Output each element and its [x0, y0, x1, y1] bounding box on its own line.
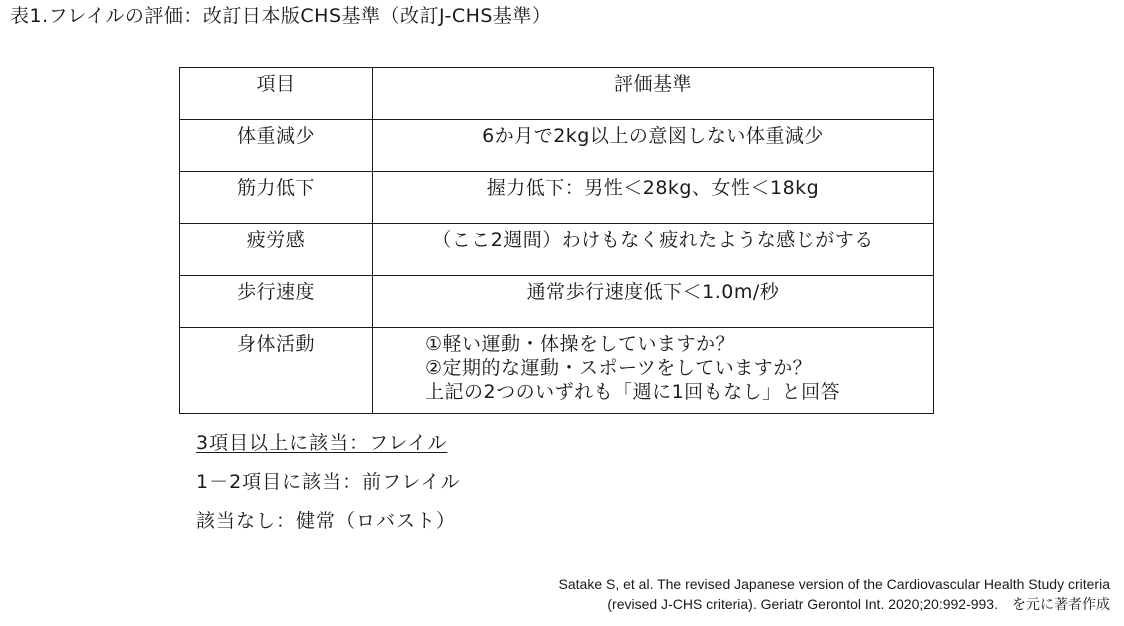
row-item-fatigue: 疲労感 [180, 224, 373, 276]
row-item-walking-speed: 歩行速度 [180, 276, 373, 328]
row-criteria-weight-loss: 6か月で2kg以上の意図しない体重減少 [373, 120, 934, 172]
header-criteria: 評価基準 [373, 68, 934, 120]
row-criteria-physical-activity [373, 328, 934, 414]
citation-line-2: (revised J-CHS criteria). Geriatr Gerontol Int. 2020;20:992-993. を元に著者作成 [607, 596, 1110, 612]
criteria-line: ②定期的な運動・スポーツをしていますか？ [425, 357, 813, 379]
frailty-criteria-table [179, 67, 934, 414]
table-row [180, 120, 934, 172]
table-row [180, 276, 934, 328]
table-row [180, 328, 934, 414]
row-item-weight-loss: 体重減少 [180, 120, 373, 172]
table-caption: 表1.フレイルの評価：改訂日本版CHS基準（改訂J-CHS基準） [10, 5, 552, 27]
criteria-line: ①軽い運動・体操をしていますか？ [425, 333, 736, 355]
table-row [180, 224, 934, 276]
table-row [180, 172, 934, 224]
row-criteria-walking-speed: 通常歩行速度低下＜1.0m/秒 [373, 276, 934, 328]
citation-line-1: Satake S, et al. The revised Japanese version of the Cardiovascular Health Study criteria [558, 576, 1110, 592]
judgement-prefrail: 1－2項目に該当：前フレイル [196, 471, 461, 493]
criteria-line: 上記の2つのいずれも「週に1回もなし」と回答 [425, 381, 841, 403]
judgement-frail: 3項目以上に該当：フレイル [196, 432, 448, 454]
table-header-row [180, 68, 934, 120]
row-item-muscle-weakness: 筋力低下 [180, 172, 373, 224]
row-criteria-muscle-weakness: 握力低下：男性＜28kg、女性＜18kg [373, 172, 934, 224]
judgement-robust: 該当なし：健常（ロバスト） [196, 510, 457, 532]
row-item-physical-activity: 身体活動 [180, 328, 373, 414]
row-criteria-fatigue: （ここ2週間）わけもなく疲れたような感じがする [373, 224, 934, 276]
header-item: 項目 [180, 68, 373, 120]
citation [559, 574, 1110, 614]
